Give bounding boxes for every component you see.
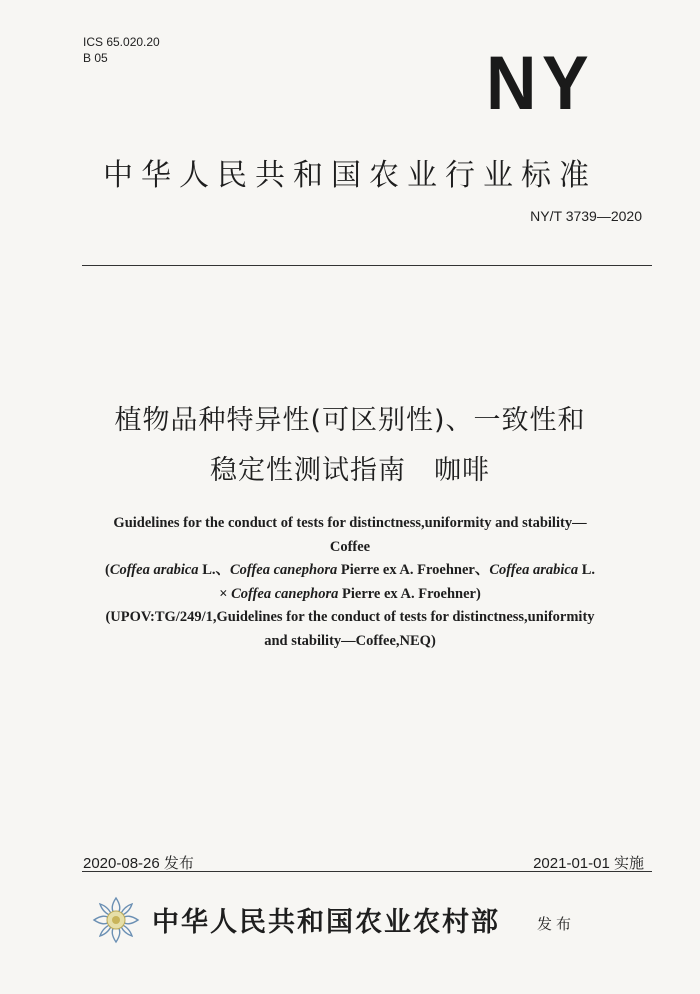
species-line-1 — [60, 559, 640, 583]
implementation-date: 2021-01-01 实施 — [533, 855, 644, 872]
issuing-ministry: 中华人民共和国农业农村部 — [152, 907, 500, 938]
ics-code: ICS 65.020.20 — [83, 35, 160, 49]
publish-label: 发布 — [537, 915, 576, 933]
species-authority: Pierre ex A. Froehner、 — [337, 562, 490, 578]
chinese-title-line-1: 植物品种特异性(可区别性)、一致性和 — [114, 405, 586, 436]
ccs-code: B 05 — [83, 51, 108, 65]
ny-logo: NY — [486, 41, 595, 126]
species-name: Coffea canephora — [231, 585, 339, 602]
species-open-paren: ( — [104, 562, 110, 578]
bottom-divider — [82, 871, 652, 872]
english-title-line-2: Coffee — [329, 538, 371, 555]
cross-sign: × — [219, 585, 232, 602]
classification-codes — [83, 34, 160, 66]
standard-title: 中华人民共和国农业行业标准 — [103, 158, 597, 193]
english-title-line-1: Guidelines for the conduct of tests for distinctness,uniformity and stability— — [113, 515, 587, 531]
chinese-title-line-2: 稳定性测试指南 咖啡 — [210, 455, 490, 486]
species-name: Coffea canephora — [229, 562, 338, 578]
agriculture-ministry-emblem-icon — [90, 894, 142, 946]
issue-date: 2020-08-26 发布 — [83, 855, 194, 872]
species-authority: L. — [578, 562, 596, 578]
species-name: Coffea arabica — [489, 562, 579, 578]
standard-number: NY/T 3739—2020 — [530, 208, 642, 224]
english-title-block — [60, 512, 640, 653]
species-line-2 — [60, 583, 640, 607]
species-authority: L.、 — [198, 562, 230, 578]
upov-reference-line-1: (UPOV:TG/249/1,Guidelines for the conduct of tests for distinctness,uniformity — [105, 609, 595, 625]
chinese-title — [0, 396, 700, 496]
top-divider — [82, 265, 652, 266]
species-name: Coffea arabica — [109, 562, 199, 578]
upov-reference-line-2: and stability—Coffee,NEQ) — [264, 632, 436, 649]
species-authority: Pierre ex A. Froehner) — [338, 585, 481, 602]
